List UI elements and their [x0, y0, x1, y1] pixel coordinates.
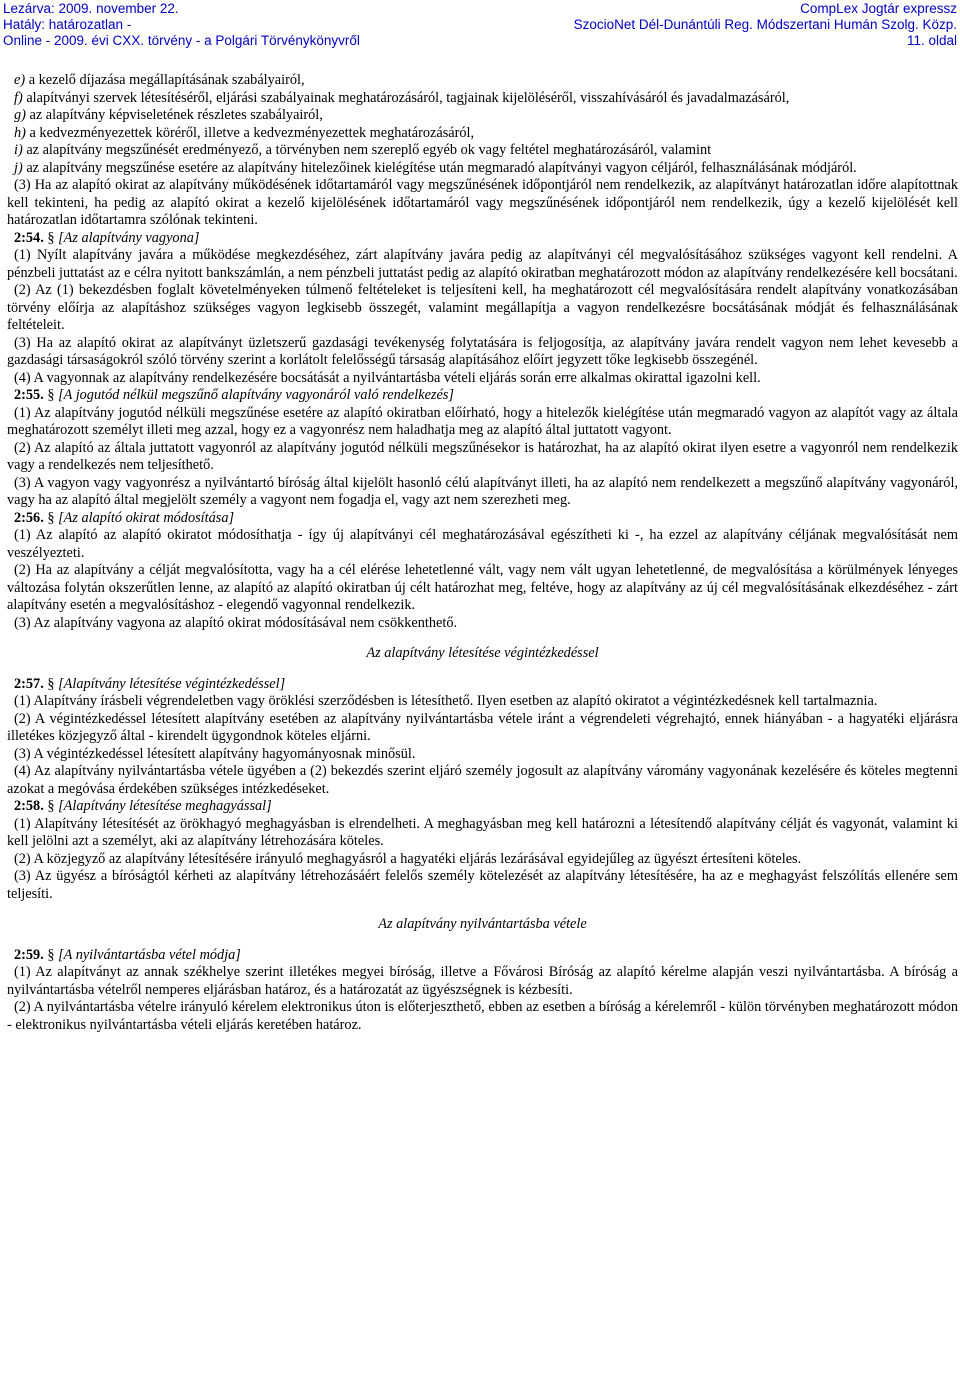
paragraph: (2) A közjegyző az alapítvány létesítésére irányuló meghagyásról a hagyatéki eljárás lezárásával egyidejűleg az ügyészt értesíteni köteles.: [14, 850, 802, 867]
paragraph: (1) Az alapító az alapító okiratot módosíthatja - így új alapítványi cél meghatározásával egészítheti ki -, ha ezzel az alapítvány céljának megvalósítását nem veszélyezteti.: [7, 527, 958, 561]
section-heading: [7, 798, 958, 816]
section-title: [Alapítvány létesítése meghagyással]: [58, 798, 272, 814]
section-number: 2:58.: [14, 798, 44, 814]
list-item-label: e): [14, 72, 26, 88]
paragraph: (3) Ha az alapító okirat az alapítvány működésének időtartamáról vagy megszűnésének időpontjáról nem rendelkezik, az alapítványt határozatlan időre alapítottnak kell tekinteni, ha pedig az alapító okirat a kezelő kijelölésének időtartamáról vagy megszűnésének időpontjáról nem rendelkezik, úgy a kezelő kijelölését kell határozatlan időtartamra szólónak tekinteni.: [7, 177, 958, 228]
list-item-text: az alapítvány megszűnése esetére az alapítvány hitelezőinek kielégítése után megmaradó alapítványi vagyon céljáról, felhasználásának módjáról.: [26, 159, 857, 176]
list-item: [7, 125, 958, 143]
paragraph: (2) Ha az alapítvány a célját megvalósította, vagy ha a cél elérése lehetetlenné vált, vagy nem vált ugyan lehetetlenné, de megvalósítása a körülmények lényeges változása folytán okszerűtlen lenne, az alapító az alapító okiratban új célt határozhat meg, feltéve, hogy az alapítvány az új cél megvalósításának elkezdéséhez - zárt alapítvány esetén a megvalósításhoz - elegendő vagyonnal rendelkezik.: [7, 562, 958, 613]
header-validity: Hatály: határozatlan -: [3, 17, 132, 32]
paragraph: (2) A végintézkedéssel létesített alapítvány esetében az alapítvány nyilvántartásba vétele iránt a végrendeleti végrehajtó, ennek hiányában - a hagyatéki eljárásra illetékes közjegyző által - kirendelt ügygondnok köteles eljárni.: [7, 710, 958, 744]
list-item: [7, 72, 958, 90]
list-item: [7, 142, 958, 160]
header-licensee: SzocioNet Dél-Dunántúli Reg. Módszertani Humán Szolg. Közp.: [573, 17, 957, 32]
paragraph: (1) Az alapítvány jogutód nélküli megszűnése esetére az alapító okiratban előírható, hogy a hitelezők kielégítése után megmaradó vagyon az alapítót vagy az általa meghatározott személyt illeti meg azzal, hogy ez a vagyonrész nem haladhatja meg az alapító által juttatott vagyont.: [7, 404, 958, 438]
page-header: [0, 0, 960, 48]
paragraph: (2) A nyilvántartásba vételre irányuló kérelem elektronikus úton is előterjeszthető, ebben az esetben a bíróság a kérelemről - külön törvényben meghatározott módon - elektronikus nyilvántartásba vételi eljárás keretében határoz.: [7, 999, 958, 1033]
list-item-label: j): [14, 159, 23, 176]
section-number: 2:56.: [14, 509, 44, 526]
section-title: [Alapítvány létesítése végintézkedéssel]: [58, 675, 286, 692]
section-symbol-icon: §: [43, 509, 59, 526]
paragraph: (1) Az alapítványt az annak székhelye szerint illetékes megyei bíróság, illetve a Fővárosi Bíróság az alapító kérelme alapján veszi nyilvántartásba. A bíróság a nyilvántartásba vételről nemperes eljárásban határoz, és a határozatát az ügyészségnek is kézbesíti.: [7, 964, 958, 998]
header-closing-date: Lezárva: 2009. november 22.: [3, 1, 179, 16]
list-item-label: i): [14, 142, 23, 158]
section-title: [A nyilvántartásba vétel módja]: [58, 946, 241, 963]
paragraph: (3) A vagyon vagy vagyonrész a nyilvántartó bíróság által kijelölt hasonló célú alapítványt illeti, ha az alapító nem rendelkezett a megszűnő alapítvány vagyonáról, vagy ha az alapító által megjelölt személy a vagyont nem fogadja el, vagy azt nem szerezheti meg.: [7, 474, 958, 508]
paragraph: (3) A végintézkedéssel létesített alapítvány hagyományosnak minősül.: [14, 745, 416, 762]
paragraph: (4) Az alapítvány nyilvántartásba vétele ügyében a (2) bekezdés szerint eljáró személy jogosult az alapítvány váromány vagyonának kezelésére és köteles megtenni azokat a megóvása érdekében szükséges intézkedéseket.: [7, 763, 958, 797]
paragraph: (1) Alapítvány írásbeli végrendeletben vagy öröklési szerződésben is létesíthető. Ilyen esetben az alapító okiratot a végintézkedésnek kell tartalmaznia.: [14, 693, 878, 709]
section-title: [A jogutód nélkül megszűnő alapítvány vagyonáról való rendelkezés]: [58, 387, 454, 403]
list-item-label: f): [14, 89, 23, 106]
list-item: [7, 160, 958, 178]
section-heading: [7, 387, 958, 405]
section-heading: [7, 510, 958, 528]
paragraph: (1) Nyílt alapítvány javára a működése megkezdéséhez, zárt alapítvány javára pedig az alapítványi cél megvalósításához szükséges vagyont kell rendelni. A pénzbeli juttatást az e célra nyitott bankszámlán, a nem pénzbeli juttatást pedig az alapító okiratban meghatározott módon az alapítvány rendelkezésére kell bocsátani.: [7, 247, 958, 281]
section-heading: [7, 676, 958, 694]
subdivision-title: Az alapítvány nyilvántartásba vétele: [378, 916, 587, 932]
section-number: 2:59.: [14, 946, 44, 963]
section-symbol-icon: §: [43, 387, 59, 403]
paragraph: (2) Az alapító az általa juttatott vagyonról az alapítvány jogutód nélküli megszűnésekor is határozhat, ha az alapító okirat ilyen esetre a vagyonról nem rendelkezik vagy a rendelkezés nem teljesíthető.: [7, 439, 958, 473]
document-body: [7, 72, 958, 1034]
section-symbol-icon: §: [43, 229, 59, 246]
list-item-text: a kezelő díjazása megállapításának szabályairól,: [28, 72, 305, 88]
list-item: [7, 107, 958, 125]
section-number: 2:57.: [14, 675, 44, 692]
paragraph: (3) Az ügyész a bíróságtól kérheti az alapítvány létrehozásáért felelős személy kötelezését az alapítvány létesítésére, ha az e meghagyást felszólítás ellenére sem teljesíti.: [7, 868, 958, 902]
list-item-text: az alapítvány megszűnését eredményező, a törvényben nem szereplő egyéb ok vagy feltétel meghatározásáról, valamint: [26, 142, 712, 158]
section-title: [Az alapító okirat módosítása]: [58, 509, 235, 526]
list-item-text: az alapítvány képviseletének részletes szabályairól,: [29, 107, 323, 123]
section-number: 2:55.: [14, 387, 44, 403]
list-item-text: alapítványi szervek létesítéséről, eljárási szabályainak meghatározásáról, tagjainak kijelöléséről, visszahívásáról és javadalmazásáról,: [26, 89, 790, 106]
header-law-title: Online - 2009. évi CXX. törvény - a Polgári Törvénykönyvről: [3, 33, 360, 48]
section-symbol-icon: §: [43, 946, 59, 963]
paragraph: (4) A vagyonnak az alapítvány rendelkezésére bocsátását a nyilvántartásba vételi eljárás során erre alkalmas okirattal igazolni kell.: [14, 369, 761, 386]
paragraph: (3) Ha az alapító okirat az alapítványt üzletszerű gazdasági tevékenység folytatására is feljogosítja, az alapítvány javára rendelt vagyon nem lehet kevesebb a gazdasági társaságokról szóló törvény szerint a korlátolt felelősségű társaság alapításához előírt jegyzett tőke legkisebb összegénél.: [7, 334, 958, 368]
list-item-label: h): [14, 124, 26, 141]
list-item-text: a kedvezményezettek köréről, illetve a kedvezményezettek meghatározásáról,: [29, 124, 475, 141]
header-page-number: 11. oldal: [906, 33, 957, 48]
section-symbol-icon: §: [43, 798, 59, 814]
section-heading: [7, 230, 958, 248]
list-item: [7, 90, 958, 108]
paragraph: (1) Alapítvány létesítését az örökhagyó meghagyásban is elrendelheti. A meghagyásban meg kell határozni a létesítendő alapítvány célját és vagyonát, valamint ki kell jelölni azt a személyt, aki az alapítvány létrehozására köteles.: [7, 815, 958, 849]
header-product-name: CompLex Jogtár expressz: [800, 1, 957, 16]
section-heading: [7, 947, 958, 965]
section-symbol-icon: §: [43, 675, 59, 692]
paragraph: (3) Az alapítvány vagyona az alapító okirat módosításával nem csökkenthető.: [14, 614, 458, 631]
list-item-label: g): [14, 107, 26, 123]
subdivision-title: Az alapítvány létesítése végintézkedéssel: [366, 645, 599, 661]
section-title: [Az alapítvány vagyona]: [58, 229, 200, 246]
section-number: 2:54.: [14, 229, 44, 246]
paragraph: (2) Az (1) bekezdésben foglalt követelményeken túlmenő feltételeket is teljesíteni kell, ha meghatározott cél megvalósítására rendelt alapítvány vonatkozásában törvény előírja az alapításhoz szükséges vagyon legkisebb összegét, valamint megállapítja a vagyon rendelkezésre bocsátásának módját és felhasználásának feltételeit.: [7, 282, 958, 333]
